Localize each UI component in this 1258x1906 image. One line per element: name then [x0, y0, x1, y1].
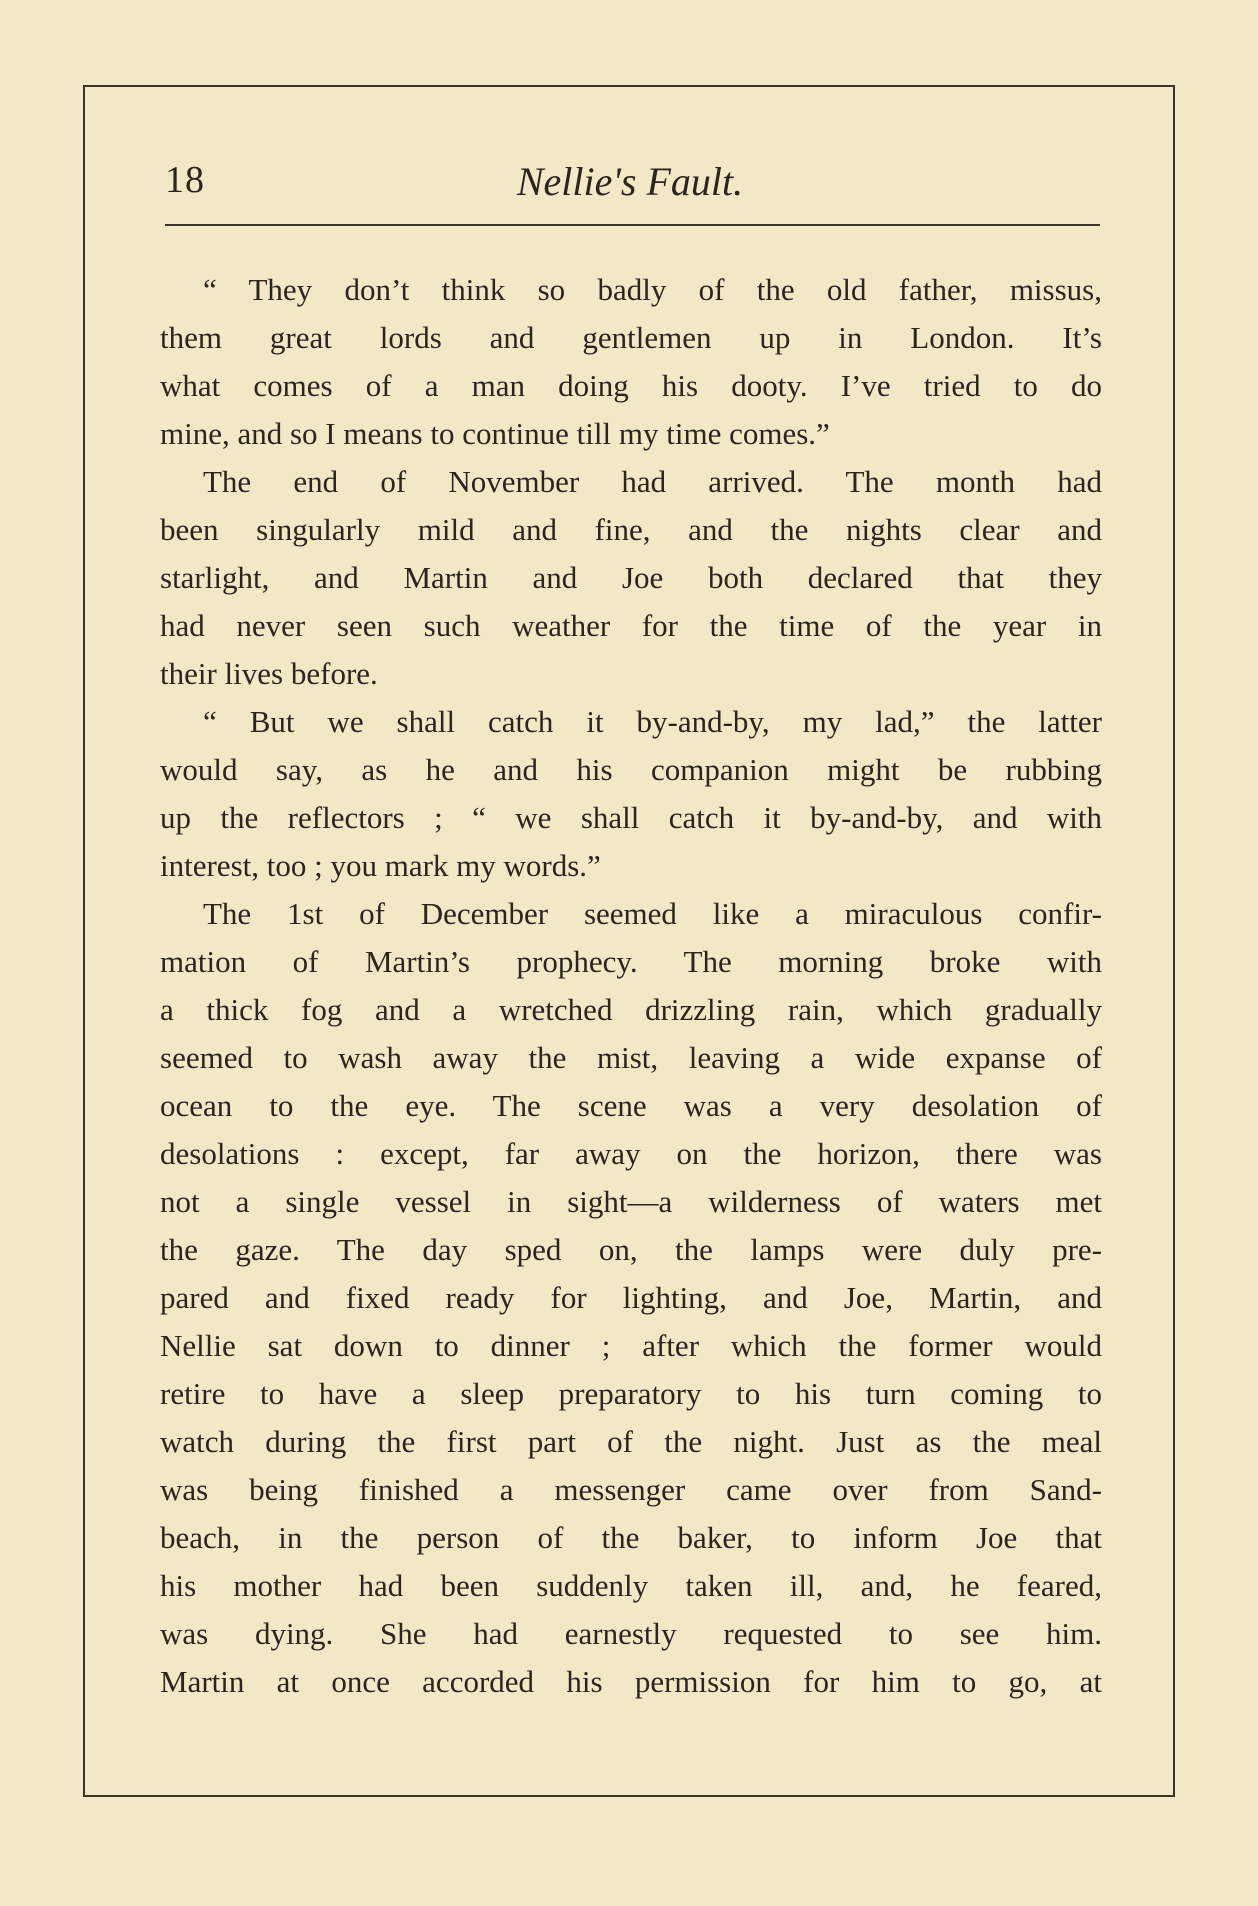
text-line: had never seen such weather for the time of the year in: [160, 608, 1102, 643]
text-line: seemed to wash away the mist, leaving a wide expanse of: [160, 1040, 1102, 1075]
text-line: ocean to the eye. The scene was a very desolation of: [160, 1088, 1102, 1123]
text-line: desolations : except, far away on the horizon, there was: [160, 1136, 1102, 1171]
text-line: a thick fog and a wretched drizzling rain, which gradually: [160, 992, 1102, 1027]
text-line: was being finished a messenger came over from Sand-: [160, 1472, 1102, 1507]
text-line: “ But we shall catch it by-and-by, my lad,” the latter: [203, 704, 1102, 739]
text-line: The 1st of December seemed like a miraculous confir-: [203, 896, 1102, 931]
text-line: was dying. She had earnestly requested to see him.: [160, 1616, 1102, 1651]
text-line: up the reflectors ; “ we shall catch it by-and-by, and with: [160, 800, 1102, 835]
text-line: Nellie sat down to dinner ; after which the former would: [160, 1328, 1102, 1363]
text-line: been singularly mild and fine, and the nights clear and: [160, 512, 1102, 547]
text-line: starlight, and Martin and Joe both declared that they: [160, 560, 1102, 595]
text-line: his mother had been suddenly taken ill, and, he feared,: [160, 1568, 1102, 1603]
text-line: Martin at once accorded his permission for him to go, at: [160, 1664, 1102, 1699]
text-line: “ They don’t think so badly of the old father, missus,: [203, 272, 1102, 307]
header-rule: [165, 224, 1100, 226]
text-line: mation of Martin’s prophecy. The morning broke with: [160, 944, 1102, 979]
running-header: [160, 158, 1100, 220]
text-line: pared and fixed ready for lighting, and Joe, Martin, and: [160, 1280, 1102, 1315]
text-line: The end of November had arrived. The month had: [203, 464, 1102, 499]
text-line: what comes of a man doing his dooty. I’ve tried to do: [160, 368, 1102, 403]
text-line: mine, and so I means to continue till my time comes.”: [160, 416, 830, 451]
text-line: beach, in the person of the baker, to inform Joe that: [160, 1520, 1102, 1555]
page-number: 18: [165, 159, 205, 201]
body-text: [160, 266, 1102, 1706]
running-title: Nellie's Fault.: [516, 159, 744, 204]
text-line: watch during the first part of the night. Just as the meal: [160, 1424, 1102, 1459]
text-line: retire to have a sleep preparatory to his turn coming to: [160, 1376, 1102, 1411]
text-line: the gaze. The day sped on, the lamps were duly pre-: [160, 1232, 1102, 1267]
text-line: their lives before.: [160, 656, 378, 691]
text-line: would say, as he and his companion might be rubbing: [160, 752, 1102, 787]
text-line: not a single vessel in sight—a wilderness of waters met: [160, 1184, 1102, 1219]
text-line: interest, too ; you mark my words.”: [160, 848, 601, 883]
text-line: them great lords and gentlemen up in London. It’s: [160, 320, 1102, 355]
